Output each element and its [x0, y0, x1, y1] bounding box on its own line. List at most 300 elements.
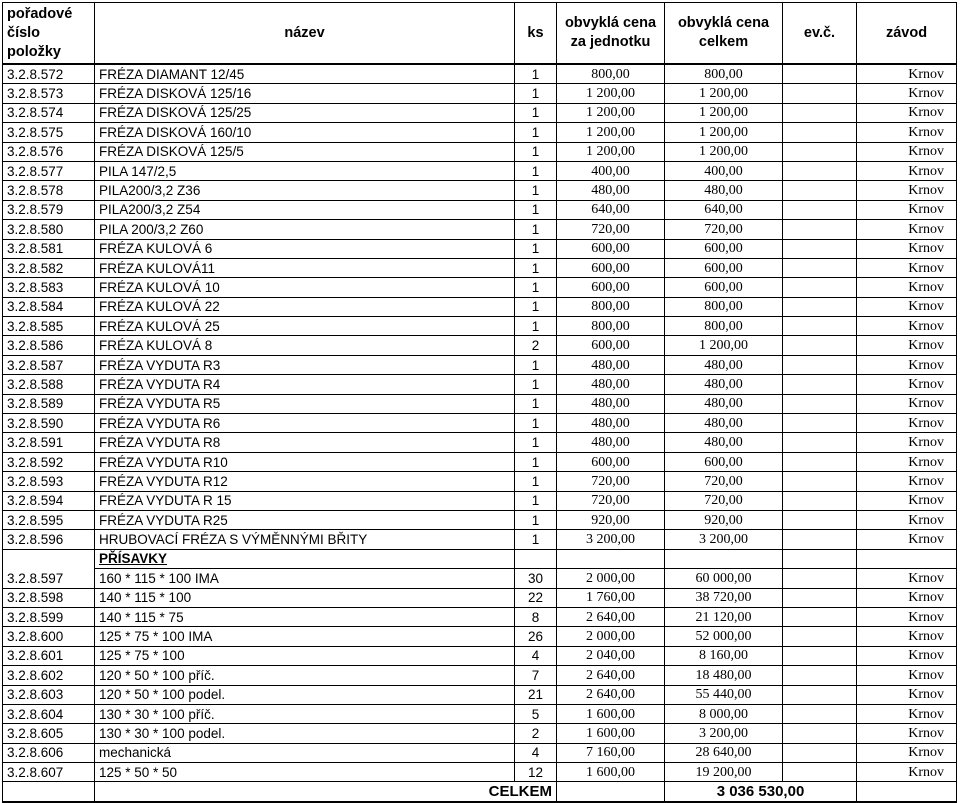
item-name: FRÉZA VYDUTA R8 [95, 433, 515, 452]
item-name: 125 * 50 * 50 [95, 763, 515, 782]
item-qty: 4 [515, 646, 557, 665]
item-plant: Krnov [857, 472, 957, 491]
item-number: 3.2.8.597 [3, 569, 95, 588]
item-qty: 1 [515, 239, 557, 258]
item-number: 3.2.8.603 [3, 685, 95, 704]
item-number: 3.2.8.575 [3, 123, 95, 142]
item-plant: Krnov [857, 103, 957, 122]
item-inventory-number [783, 607, 857, 626]
item-qty: 1 [515, 181, 557, 200]
item-qty: 1 [515, 103, 557, 122]
item-qty: 5 [515, 704, 557, 723]
table-row [3, 336, 957, 355]
item-number: 3.2.8.584 [3, 297, 95, 316]
item-unit-price: 1 600,00 [557, 724, 665, 743]
item-number: 3.2.8.598 [3, 588, 95, 607]
item-inventory-number [783, 258, 857, 277]
item-unit-price: 600,00 [557, 278, 665, 297]
item-total-price: 3 200,00 [665, 724, 783, 743]
item-unit-price: 480,00 [557, 375, 665, 394]
item-inventory-number [783, 84, 857, 103]
item-total-price: 600,00 [665, 239, 783, 258]
item-qty: 4 [515, 743, 557, 762]
item-inventory-number [783, 64, 857, 84]
item-unit-price: 7 160,00 [557, 743, 665, 762]
table-row [3, 433, 957, 452]
table-row [3, 646, 957, 665]
item-number: 3.2.8.602 [3, 666, 95, 685]
item-plant: Krnov [857, 627, 957, 646]
header-unit-price: obvyklá cena za jednotku [557, 3, 665, 65]
item-unit-price: 400,00 [557, 161, 665, 180]
item-name: 130 * 30 * 100 příč. [95, 704, 515, 723]
item-inventory-number [783, 569, 857, 588]
header-qty: ks [515, 3, 557, 65]
item-number: 3.2.8.604 [3, 704, 95, 723]
item-plant: Krnov [857, 452, 957, 471]
item-unit-price: 1 600,00 [557, 704, 665, 723]
item-unit-price: 480,00 [557, 394, 665, 413]
item-name: PILA200/3,2 Z36 [95, 181, 515, 200]
item-qty: 1 [515, 414, 557, 433]
table-row [3, 239, 957, 258]
item-unit-price: 720,00 [557, 491, 665, 510]
item-number: 3.2.8.573 [3, 84, 95, 103]
item-name: FRÉZA DISKOVÁ 125/5 [95, 142, 515, 161]
item-number: 3.2.8.582 [3, 258, 95, 277]
item-name: FRÉZA KULOVÁ11 [95, 258, 515, 277]
table-row [3, 510, 957, 529]
item-inventory-number [783, 666, 857, 685]
item-plant: Krnov [857, 375, 957, 394]
item-plant: Krnov [857, 336, 957, 355]
table-row [3, 200, 957, 219]
item-qty: 1 [515, 510, 557, 529]
item-unit-price: 2 640,00 [557, 666, 665, 685]
item-number: 3.2.8.594 [3, 491, 95, 510]
item-total-price: 1 200,00 [665, 123, 783, 142]
item-number: 3.2.8.580 [3, 220, 95, 239]
item-number: 3.2.8.577 [3, 161, 95, 180]
table-row [3, 743, 957, 762]
item-name: 130 * 30 * 100 podel. [95, 724, 515, 743]
item-qty: 2 [515, 336, 557, 355]
item-plant: Krnov [857, 724, 957, 743]
item-total-price: 28 640,00 [665, 743, 783, 762]
item-inventory-number [783, 355, 857, 374]
section-title: PŘÍSAVKY [95, 549, 515, 568]
item-name: FRÉZA KULOVÁ 8 [95, 336, 515, 355]
table-row [3, 491, 957, 510]
item-inventory-number [783, 530, 857, 549]
item-number: 3.2.8.589 [3, 394, 95, 413]
table-row [3, 627, 957, 646]
item-total-price: 1 200,00 [665, 142, 783, 161]
item-number: 3.2.8.590 [3, 414, 95, 433]
item-inventory-number [783, 161, 857, 180]
item-qty: 30 [515, 569, 557, 588]
item-plant: Krnov [857, 84, 957, 103]
item-name: FRÉZA KULOVÁ 22 [95, 297, 515, 316]
table-row [3, 161, 957, 180]
item-plant: Krnov [857, 530, 957, 549]
item-qty: 12 [515, 763, 557, 782]
item-unit-price: 2 000,00 [557, 569, 665, 588]
item-number: 3.2.8.572 [3, 64, 95, 84]
item-total-price: 8 160,00 [665, 646, 783, 665]
item-plant: Krnov [857, 297, 957, 316]
item-plant: Krnov [857, 666, 957, 685]
item-inventory-number [783, 452, 857, 471]
item-unit-price: 480,00 [557, 433, 665, 452]
item-plant: Krnov [857, 394, 957, 413]
item-total-price: 600,00 [665, 258, 783, 277]
item-unit-price: 1 200,00 [557, 142, 665, 161]
item-qty: 1 [515, 64, 557, 84]
item-unit-price: 1 200,00 [557, 84, 665, 103]
item-unit-price: 2 000,00 [557, 627, 665, 646]
table-row [3, 394, 957, 413]
item-inventory-number [783, 375, 857, 394]
item-name: FRÉZA VYDUTA R6 [95, 414, 515, 433]
item-name: FRÉZA DISKOVÁ 125/25 [95, 103, 515, 122]
summary-blank [557, 782, 665, 802]
table-row [3, 763, 957, 782]
item-name: PILA200/3,2 Z54 [95, 200, 515, 219]
header-name: název [95, 3, 515, 65]
item-qty: 1 [515, 200, 557, 219]
item-number: 3.2.8.599 [3, 607, 95, 626]
item-inventory-number [783, 724, 857, 743]
item-total-price: 1 200,00 [665, 336, 783, 355]
table-row [3, 588, 957, 607]
item-qty: 1 [515, 84, 557, 103]
item-name: FRÉZA VYDUTA R12 [95, 472, 515, 491]
item-qty: 1 [515, 278, 557, 297]
item-unit-price: 720,00 [557, 220, 665, 239]
item-inventory-number [783, 278, 857, 297]
summary-row [3, 782, 957, 802]
item-inventory-number [783, 491, 857, 510]
item-unit-price: 480,00 [557, 181, 665, 200]
item-inventory-number [783, 414, 857, 433]
item-name: FRÉZA DISKOVÁ 160/10 [95, 123, 515, 142]
item-plant: Krnov [857, 510, 957, 529]
item-number: 3.2.8.606 [3, 743, 95, 762]
summary-total: 3 036 530,00 [665, 782, 857, 802]
item-inventory-number [783, 336, 857, 355]
item-inventory-number [783, 181, 857, 200]
item-plant: Krnov [857, 64, 957, 84]
item-number: 3.2.8.601 [3, 646, 95, 665]
item-total-price: 55 440,00 [665, 685, 783, 704]
section-unit-cell [557, 549, 665, 568]
item-qty: 22 [515, 588, 557, 607]
item-unit-price: 2 040,00 [557, 646, 665, 665]
item-qty: 26 [515, 627, 557, 646]
item-unit-price: 1 200,00 [557, 103, 665, 122]
item-name: FRÉZA DISKOVÁ 125/16 [95, 84, 515, 103]
item-plant: Krnov [857, 181, 957, 200]
item-plant: Krnov [857, 414, 957, 433]
item-total-price: 600,00 [665, 452, 783, 471]
item-number: 3.2.8.574 [3, 103, 95, 122]
table-row [3, 123, 957, 142]
item-unit-price: 1 760,00 [557, 588, 665, 607]
item-number: 3.2.8.586 [3, 336, 95, 355]
item-inventory-number [783, 123, 857, 142]
item-name: FRÉZA VYDUTA R 15 [95, 491, 515, 510]
table-row [3, 452, 957, 471]
item-name: FRÉZA KULOVÁ 6 [95, 239, 515, 258]
item-name: 160 * 115 * 100 IMA [95, 569, 515, 588]
item-plant: Krnov [857, 123, 957, 142]
item-number: 3.2.8.581 [3, 239, 95, 258]
item-name: 140 * 115 * 100 [95, 588, 515, 607]
table-row [3, 569, 957, 588]
item-name: FRÉZA KULOVÁ 10 [95, 278, 515, 297]
item-qty: 1 [515, 161, 557, 180]
section-qty-cell [515, 549, 557, 568]
item-inventory-number [783, 297, 857, 316]
item-number: 3.2.8.591 [3, 433, 95, 452]
item-total-price: 60 000,00 [665, 569, 783, 588]
item-number: 3.2.8.576 [3, 142, 95, 161]
item-plant: Krnov [857, 646, 957, 665]
header-plant: závod [857, 3, 957, 65]
item-number: 3.2.8.593 [3, 472, 95, 491]
item-qty: 1 [515, 142, 557, 161]
item-unit-price: 480,00 [557, 355, 665, 374]
table-row [3, 220, 957, 239]
item-number: 3.2.8.592 [3, 452, 95, 471]
item-unit-price: 720,00 [557, 472, 665, 491]
item-qty: 2 [515, 724, 557, 743]
item-plant: Krnov [857, 200, 957, 219]
table-row [3, 258, 957, 277]
table-row [3, 704, 957, 723]
item-inventory-number [783, 510, 857, 529]
item-name: FRÉZA VYDUTA R25 [95, 510, 515, 529]
item-unit-price: 3 200,00 [557, 530, 665, 549]
item-plant: Krnov [857, 704, 957, 723]
item-plant: Krnov [857, 607, 957, 626]
item-inventory-number [783, 103, 857, 122]
item-unit-price: 2 640,00 [557, 685, 665, 704]
section-plant-cell [857, 549, 957, 568]
item-total-price: 600,00 [665, 278, 783, 297]
header-inventory-number: ev.č. [783, 3, 857, 65]
header-item-number: pořadové číslo položky [3, 3, 95, 65]
header-row [3, 3, 957, 65]
section-number-cell [3, 549, 95, 568]
item-total-price: 21 120,00 [665, 607, 783, 626]
item-plant: Krnov [857, 588, 957, 607]
table-row [3, 103, 957, 122]
item-name: 120 * 50 * 100 podel. [95, 685, 515, 704]
item-plant: Krnov [857, 220, 957, 239]
item-plant: Krnov [857, 763, 957, 782]
item-inventory-number [783, 239, 857, 258]
item-number: 3.2.8.578 [3, 181, 95, 200]
table-row [3, 317, 957, 336]
item-name: 125 * 75 * 100 IMA [95, 627, 515, 646]
item-total-price: 920,00 [665, 510, 783, 529]
item-total-price: 38 720,00 [665, 588, 783, 607]
item-total-price: 480,00 [665, 433, 783, 452]
table-row [3, 414, 957, 433]
item-number: 3.2.8.607 [3, 763, 95, 782]
item-total-price: 3 200,00 [665, 530, 783, 549]
item-unit-price: 600,00 [557, 452, 665, 471]
item-unit-price: 2 640,00 [557, 607, 665, 626]
item-total-price: 480,00 [665, 181, 783, 200]
item-number: 3.2.8.587 [3, 355, 95, 374]
item-inventory-number [783, 685, 857, 704]
item-qty: 21 [515, 685, 557, 704]
table-row [3, 297, 957, 316]
item-total-price: 720,00 [665, 220, 783, 239]
table-row [3, 278, 957, 297]
item-plant: Krnov [857, 278, 957, 297]
item-inventory-number [783, 763, 857, 782]
item-plant: Krnov [857, 569, 957, 588]
item-qty: 1 [515, 297, 557, 316]
table-row [3, 472, 957, 491]
section-row [3, 549, 957, 568]
item-name: HRUBOVACÍ FRÉZA S VÝMĚNNÝMI BŘITY [95, 530, 515, 549]
item-qty: 7 [515, 666, 557, 685]
item-name: 140 * 115 * 75 [95, 607, 515, 626]
item-unit-price: 920,00 [557, 510, 665, 529]
table-row [3, 375, 957, 394]
table-row [3, 84, 957, 103]
item-name: FRÉZA DIAMANT 12/45 [95, 64, 515, 84]
item-unit-price: 480,00 [557, 414, 665, 433]
item-unit-price: 600,00 [557, 239, 665, 258]
item-unit-price: 800,00 [557, 317, 665, 336]
item-unit-price: 640,00 [557, 200, 665, 219]
item-unit-price: 600,00 [557, 258, 665, 277]
item-inventory-number [783, 317, 857, 336]
item-total-price: 1 200,00 [665, 103, 783, 122]
item-total-price: 8 000,00 [665, 704, 783, 723]
item-total-price: 480,00 [665, 414, 783, 433]
item-unit-price: 1 200,00 [557, 123, 665, 142]
item-inventory-number [783, 588, 857, 607]
item-qty: 1 [515, 530, 557, 549]
item-inventory-number [783, 220, 857, 239]
item-plant: Krnov [857, 433, 957, 452]
item-inventory-number [783, 704, 857, 723]
item-qty: 1 [515, 472, 557, 491]
item-plant: Krnov [857, 258, 957, 277]
item-inventory-number [783, 142, 857, 161]
item-plant: Krnov [857, 239, 957, 258]
item-qty: 1 [515, 452, 557, 471]
item-total-price: 800,00 [665, 64, 783, 84]
item-unit-price: 800,00 [557, 64, 665, 84]
item-total-price: 480,00 [665, 394, 783, 413]
item-unit-price: 600,00 [557, 336, 665, 355]
item-plant: Krnov [857, 355, 957, 374]
item-qty: 1 [515, 258, 557, 277]
item-number: 3.2.8.600 [3, 627, 95, 646]
table-row [3, 530, 957, 549]
item-total-price: 52 000,00 [665, 627, 783, 646]
inventory-table [2, 2, 957, 803]
summary-label: CELKEM [95, 782, 557, 802]
item-number: 3.2.8.595 [3, 510, 95, 529]
item-inventory-number [783, 743, 857, 762]
item-qty: 1 [515, 375, 557, 394]
item-name: FRÉZA VYDUTA R4 [95, 375, 515, 394]
item-name: FRÉZA VYDUTA R5 [95, 394, 515, 413]
table-row [3, 142, 957, 161]
item-total-price: 480,00 [665, 355, 783, 374]
section-inv-cell [783, 549, 857, 568]
item-total-price: 720,00 [665, 472, 783, 491]
item-qty: 1 [515, 491, 557, 510]
item-total-price: 640,00 [665, 200, 783, 219]
table-body [3, 64, 957, 782]
item-total-price: 400,00 [665, 161, 783, 180]
item-number: 3.2.8.579 [3, 200, 95, 219]
item-total-price: 1 200,00 [665, 84, 783, 103]
item-inventory-number [783, 394, 857, 413]
item-total-price: 720,00 [665, 491, 783, 510]
item-total-price: 800,00 [665, 297, 783, 316]
table-row [3, 607, 957, 626]
item-plant: Krnov [857, 317, 957, 336]
item-qty: 1 [515, 220, 557, 239]
item-number: 3.2.8.585 [3, 317, 95, 336]
item-name: 125 * 75 * 100 [95, 646, 515, 665]
item-total-price: 800,00 [665, 317, 783, 336]
item-total-price: 18 480,00 [665, 666, 783, 685]
item-qty: 1 [515, 123, 557, 142]
item-inventory-number [783, 646, 857, 665]
item-total-price: 19 200,00 [665, 763, 783, 782]
item-name: FRÉZA VYDUTA R3 [95, 355, 515, 374]
summary-blank-end [857, 782, 957, 802]
table-row [3, 64, 957, 84]
item-name: mechanická [95, 743, 515, 762]
item-plant: Krnov [857, 685, 957, 704]
table-row [3, 724, 957, 743]
item-total-price: 480,00 [665, 375, 783, 394]
item-plant: Krnov [857, 142, 957, 161]
section-total-cell [665, 549, 783, 568]
item-number: 3.2.8.605 [3, 724, 95, 743]
item-name: FRÉZA KULOVÁ 25 [95, 317, 515, 336]
table-row [3, 666, 957, 685]
table-row [3, 355, 957, 374]
item-inventory-number [783, 200, 857, 219]
item-inventory-number [783, 472, 857, 491]
item-number: 3.2.8.583 [3, 278, 95, 297]
table-row [3, 181, 957, 200]
item-inventory-number [783, 627, 857, 646]
item-name: PILA 200/3,2 Z60 [95, 220, 515, 239]
table-row [3, 685, 957, 704]
item-qty: 8 [515, 607, 557, 626]
item-qty: 1 [515, 317, 557, 336]
item-name: 120 * 50 * 100 příč. [95, 666, 515, 685]
item-plant: Krnov [857, 491, 957, 510]
item-plant: Krnov [857, 161, 957, 180]
item-plant: Krnov [857, 743, 957, 762]
